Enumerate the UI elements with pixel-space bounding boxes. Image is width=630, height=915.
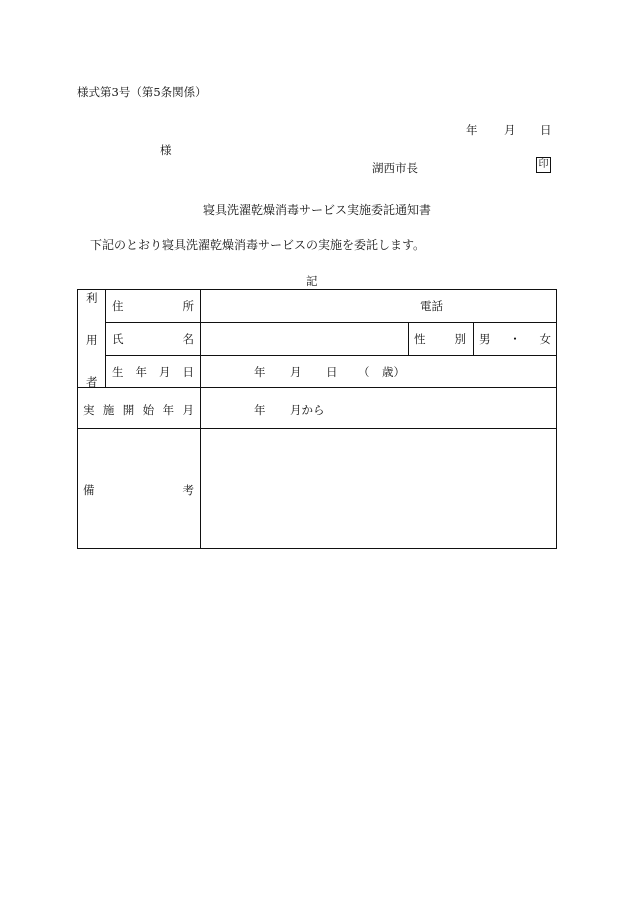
table-border-top <box>77 289 557 290</box>
day-label: 日 <box>540 123 552 137</box>
col-divider-sex-value <box>473 322 474 356</box>
user-label-char-3: 者 <box>86 375 98 389</box>
body-text: 下記のとおり寝具洗濯乾燥消毒サービスの実施を委託します。 <box>90 238 426 252</box>
start-date-label: 実 施 開 始 年 月 <box>83 403 194 417</box>
row-divider-name <box>105 355 557 356</box>
birth-day-unit: 日 <box>326 365 338 379</box>
month-label: 月 <box>504 123 516 137</box>
remarks-label: 備 考 <box>83 483 194 497</box>
user-label-char-1: 利 <box>86 291 98 305</box>
row-divider-address <box>105 322 557 323</box>
age-unit: 歳） <box>382 365 405 379</box>
sex-label: 性 別 <box>414 332 466 346</box>
col-divider-sex-label <box>408 322 409 356</box>
year-label: 年 <box>466 123 478 137</box>
ki-heading: 記 <box>306 274 318 288</box>
form-number-label: 様式第3号（第5条関係） <box>77 85 207 99</box>
start-year-unit: 年 <box>254 403 266 417</box>
table-border-left <box>77 289 78 549</box>
start-month-unit: 月から <box>290 403 325 417</box>
col-divider-user <box>105 289 106 388</box>
seal-mark: 印 <box>536 157 551 173</box>
phone-label: 電話 <box>420 299 443 313</box>
row-divider-user <box>77 387 557 388</box>
name-label: 氏 名 <box>112 332 194 346</box>
issuer-name: 湖西市長 <box>372 161 418 175</box>
document-title: 寝具洗濯乾燥消毒サービス実施委託通知書 <box>203 203 432 217</box>
birth-month-unit: 月 <box>290 365 302 379</box>
issue-date <box>466 122 552 138</box>
birth-year-unit: 年 <box>254 365 266 379</box>
address-label: 住 所 <box>112 299 194 313</box>
birthdate-label: 生 年 月 日 <box>112 365 194 379</box>
age-open-paren: （ <box>358 365 370 379</box>
table-border-bottom <box>77 548 557 549</box>
col-divider-label <box>200 289 201 549</box>
user-label-char-2: 用 <box>86 333 98 347</box>
table-border-right <box>556 289 557 549</box>
addressee-suffix: 様 <box>160 143 172 157</box>
row-divider-start <box>77 428 557 429</box>
sex-options: 男 ・ 女 <box>479 332 551 346</box>
